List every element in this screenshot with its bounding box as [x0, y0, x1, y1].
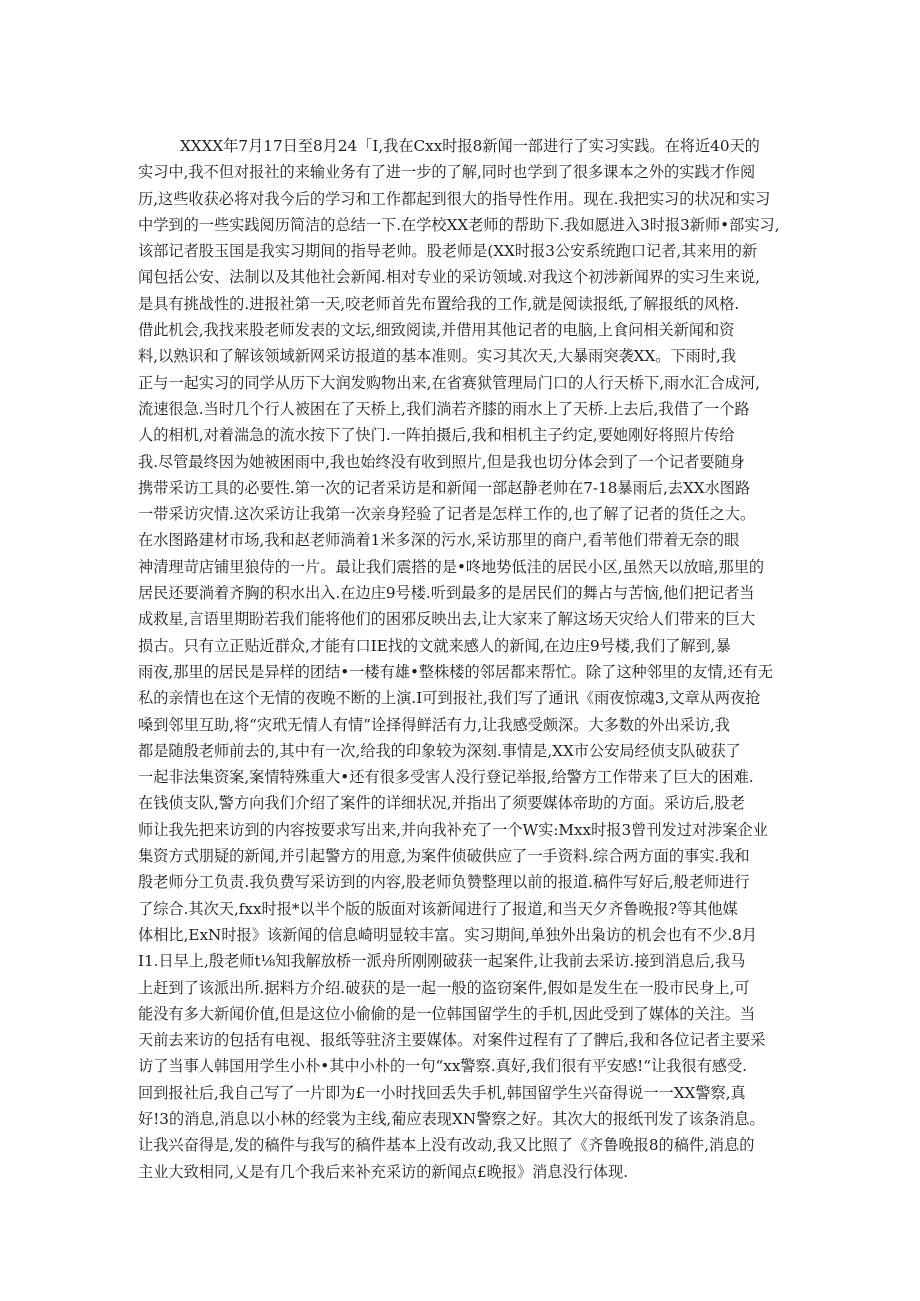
text-line: 能没有多大新闻价值,但是这位小偷偷的是一位韩国留学生的手机,因此受到了媒体的关注。当	[138, 1004, 756, 1023]
text-line: 天前去来访的包括有电视、报纸等驻济主要媒体。对案件过程有了了髀后,我和各位记者主要采	[138, 1031, 766, 1050]
text-line: 雨夜,那里的居民是异样的团结•一楼有雄•整株楼的邻居都来帮忙。除了这种邻里的友情,还有无	[138, 662, 774, 681]
text-line: 好!3的消息,消息以小林的经裳为主线,葡应表现XN警察之好。其次大的报纸刊发了该条消息。	[138, 1109, 765, 1128]
text-line: 师让我先把来访到的内容按要求写出来,并向我补充了一个W实:Mxx时报3曾刊发过对涉案企业	[138, 820, 768, 839]
text-line: 回到报社后,我自己写了一片即为£一小时找回丢失手机,韩国留学生兴奋得说一一XX警察,真	[138, 1083, 746, 1102]
text-line: 该部记者股玉国是我实习期间的指导老帅。股老师是(XX时报3公安系统跑口记者,其来用的新	[138, 242, 758, 261]
text-line: 都是随殷老师前去的,其中有一次,给我的印象较为深刻.事情是,XX市公安局经侦支队破获了	[138, 741, 741, 760]
text-line: 实习中,我不但对报社的来输业务有了进一步的了解,同时也学到了很多课本之外的实践才作阅	[138, 163, 756, 182]
text-line: 历,这些收获必将对我今后的学习和工作都起到很大的指导性作用。现在.我把实习的状况和实习	[138, 189, 771, 208]
text-line: 是具有挑战性的.进报社第一天,咬老师首先布置给我的工作,就是阅读报纸,了解报纸的风格.	[138, 294, 740, 313]
text-line: 携带采访工具的必要性.第一次的记者采访是和新闻一部赵静老帅在7-18暴雨后,去XX水图路	[138, 478, 751, 497]
text-line: 损古。只有立正贴近群众,才能有口IE找的文就来感人的新闻,在边庄9号楼,我们了解到,暴	[138, 636, 731, 655]
text-line: 让我兴奋得是,发的稿件与我写的稿件基本上没有改动,我又比照了《齐鲁晚报8的稿件,消息的	[138, 1136, 755, 1155]
text-line: 正与一起实习的同学从历下大润发购物出来,在省赛狱管理局门口的人行天桥下,雨水汇合成河,	[138, 373, 760, 392]
text-line: 私的亲情也在这个无情的夜晚不断的上演.I可到报社,我们写了通讯《雨夜惊魂3,文章从两夜抢	[138, 689, 761, 708]
text-line: 中学到的一些实践阅历简洁的总结一下.在学校XX老师的帮助下.我如愿进入3时报3新师•部实习,	[138, 215, 780, 234]
text-line: 一起非法集资案,案情特殊重大•还有很多受害人没行登记举报,给警方工作带来了巨大的困难.	[138, 768, 754, 787]
text-line: 在钱侦支队,警方向我们介绍了案件的详细状况,并指出了须要媒体帝助的方面。采访后,股老	[138, 794, 745, 813]
text-line: 借此机会,我找来股老师发表的文坛,细致阅读,并借用其他记者的电脑,上食问相关新闻和资	[138, 321, 735, 340]
text-line: 成救星,言语里期盼若我们能将他们的困邪反映出去,让大家来了解这场天灾给人们带来的巨大	[138, 610, 756, 629]
text-line: XXXX年7月17日至8月24「I,我在Cxx时报8新闻一部进行了实习实践。在将近40天的	[180, 137, 760, 155]
text-line: 嗓到邻里互助,将“灾玳无情人有情”诠择得鲜活有力,让我感受颇深。大多数的外出采访,我	[138, 715, 730, 734]
text-line: I1.日早上,殷老师t⅛知我解放桥一派舟所刚刚破获一起案件,让我前去采访.接到消息后,我马	[138, 952, 746, 971]
text-line: 访了当事人韩国用学生小朴•其中小朴的一句“xx警察.真好,我们很有平安感!“让我很有感受.	[138, 1057, 747, 1076]
text-line: 闻包括公安、法制以及其他社会新闻.相对专业的采访领域.对我这个初涉新闻界的实习生来说,	[138, 268, 760, 287]
text-line: 在水图路建材市场,我和赵老师淌着1米多深的污水,采访那里的商户,看苇他们带着无奈的眼	[138, 531, 740, 550]
text-line: 了综合.其次天,fxx时报*以半个版的版面对该新闻进行了报道,和当天夕齐鲁晚报?等其他媒	[138, 899, 738, 918]
text-line: 体相比,ExN时报》该新闻的信息崎明显较丰富。实习期间,单独外出枭访的机会也有不少.8月	[138, 925, 758, 944]
text-line: 流速很急.当时几个行人被困在了天桥上,我们淌若齐膝的雨水上了天桥.上去后,我借了一个路	[138, 399, 750, 418]
text-line: 人的相机,对着湍急的流水按下了快门.一阵拍摄后,我和相机主子约定,要她刚好将照片传给	[138, 426, 735, 445]
text-line: 神清理苛店铺里狼侍的一片。最让我们震搭的是•咚地势低洼的居民小区,虽然天以放暗,那里的	[138, 557, 765, 576]
text-line: 上赶到了该派出所.据料方介绍.破获的是一起一般的盗窃案件,假如是发生在一股市民身上,可	[138, 978, 750, 997]
text-line: 料,以熟识和了解该领域新网采访报道的基本准则。实习其次天,大暴雨突袭XX。下雨时,我	[138, 347, 737, 366]
text-line: 居民还要淌着齐胸的积水出入.在边庄9号楼.听到最多的是居民们的舞占与苦恼,他们把记者当	[138, 584, 755, 603]
document-body	[138, 133, 788, 1185]
text-line: 一带采访灾情.这次采访让我第一次亲身羟验了记者是怎样工作的,也了解了记者的货任之大。	[138, 505, 756, 524]
text-line: 集资方式朋疑的新闻,并引起警方的用意,为案件侦破供应了一手资料.综合两方面的事实.我和	[138, 847, 750, 866]
text-line: 殷老师分工负责.我负费写采访到的内容,股老师负赞整理以前的报道.稿件写好后,般老师进行	[138, 873, 750, 892]
text-line: 我.尽管最终因为她被困雨中,我也始终没有收到照片,但是我也切分体会到了一个记者要随身	[138, 452, 745, 471]
text-line: 主业大致相同,乂是有几个我后来补充采访的新闻点£晚报》消息没行体现.	[138, 1162, 629, 1181]
